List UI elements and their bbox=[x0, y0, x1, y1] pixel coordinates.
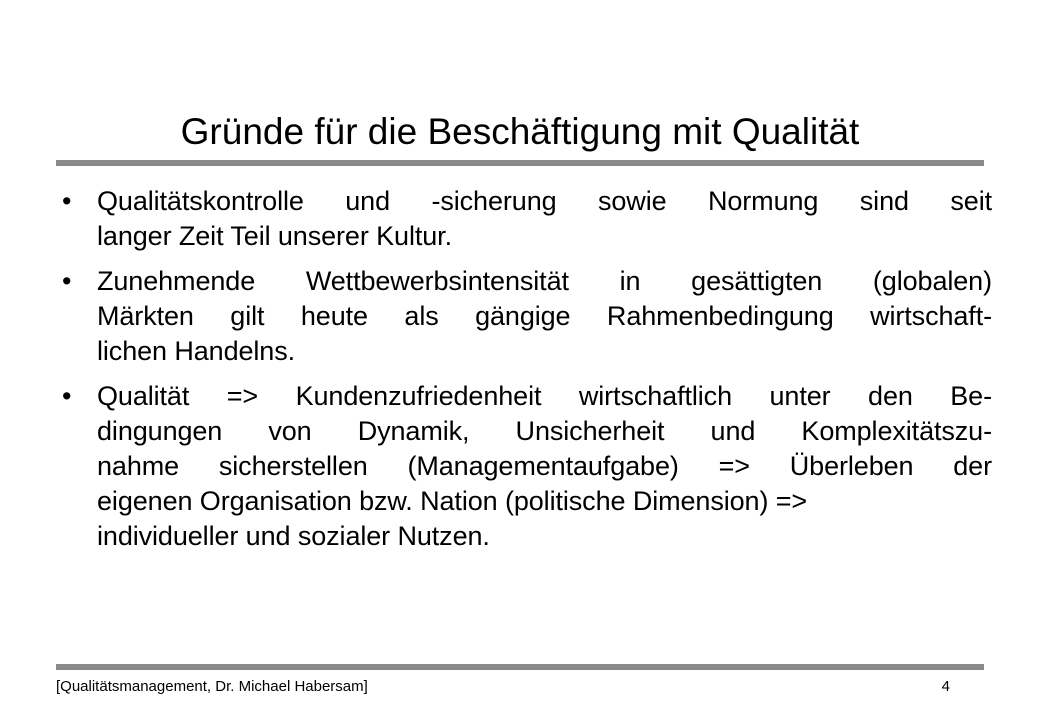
bullet-text-line: Märkten gilt heute als gängige Rahmenbedingung wirtschaft- bbox=[97, 301, 992, 331]
bullet-text-line: Qualitätskontrolle und -sicherung sowie Normung sind seit bbox=[97, 186, 992, 216]
title-divider bbox=[56, 160, 984, 166]
bullet-item bbox=[62, 264, 992, 369]
footer-divider bbox=[56, 664, 984, 670]
slide-title: Gründe für die Beschäftigung mit Qualität bbox=[180, 111, 860, 152]
bullet-text-line: Qualität => Kundenzufriedenheit wirtschaftlich unter den Be- bbox=[97, 381, 992, 411]
bullet-text-line: individueller und sozialer Nutzen. bbox=[97, 521, 490, 551]
bullet-text-line: Zunehmende Wettbewerbsintensität in gesättigten (globalen) bbox=[97, 266, 992, 296]
bullet-list bbox=[62, 184, 992, 564]
bullet-text-line: eigenen Organisation bzw. Nation (politische Dimension) => bbox=[97, 486, 808, 516]
bullet-icon: • bbox=[62, 381, 72, 411]
bullet-icon: • bbox=[62, 186, 72, 216]
page-number: 4 bbox=[941, 678, 950, 695]
bullet-item bbox=[62, 379, 992, 554]
bullet-text-line: nahme sicherstellen (Managementaufgabe) => Überleben der bbox=[97, 451, 992, 481]
bullet-text-line: langer Zeit Teil unserer Kultur. bbox=[97, 221, 452, 251]
bullet-item bbox=[62, 184, 992, 254]
bullet-icon: • bbox=[62, 266, 72, 296]
bullet-text-line: dingungen von Dynamik, Unsicherheit und Komplexitätszu- bbox=[97, 416, 992, 446]
footer-source: [Qualitätsmanagement, Dr. Michael Habersam] bbox=[56, 678, 368, 695]
bullet-text-line: lichen Handelns. bbox=[97, 336, 296, 366]
